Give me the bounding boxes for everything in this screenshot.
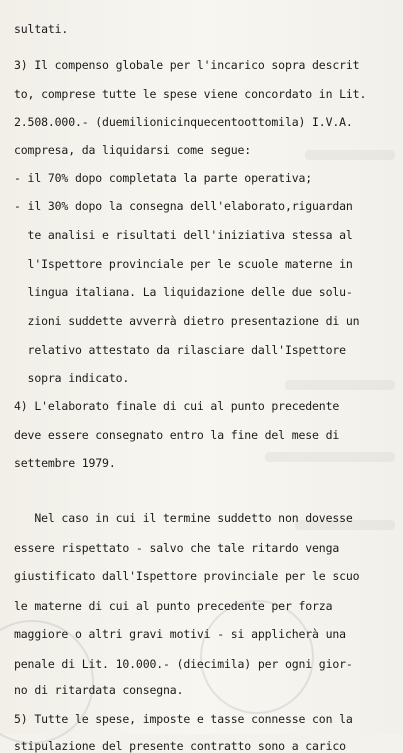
text-line: 2.508.000.- (duemilionicinquecentoottomila) I.V.A. bbox=[14, 115, 353, 129]
text-line: essere rispettato - salvo che tale ritardo venga bbox=[14, 541, 340, 555]
text-line: zioni suddette avverrà dietro presentazione di un bbox=[14, 314, 360, 328]
text-line: 5) Tutte le spese, imposte e tasse connesse con la bbox=[14, 712, 353, 726]
text-line: lingua italiana. La liquidazione delle due solu- bbox=[14, 285, 353, 299]
text-line: giustificato dall'Ispettore provinciale per le scuo bbox=[14, 569, 360, 583]
text-line: penale di Lit. 10.000.- (diecimila) per ogni gior- bbox=[14, 657, 353, 671]
text-line: Nel caso in cui il termine suddetto non dovesse bbox=[14, 511, 353, 525]
text-line: deve essere consegnato entro la fine del mese di bbox=[14, 428, 340, 442]
text-line: maggiore o altri gravi motivi - si applicherà una bbox=[14, 627, 346, 641]
text-line: to, comprese tutte le spese viene concordato in Lit. bbox=[14, 87, 367, 101]
text-line: l'Ispettore provinciale per le scuole materne in bbox=[14, 257, 353, 271]
text-line: 4) L'elaborato finale di cui al punto precedente bbox=[14, 399, 340, 413]
text-line: 3) Il compenso globale per l'incarico sopra descrit bbox=[14, 58, 360, 72]
text-line: sopra indicato. bbox=[14, 371, 130, 385]
text-line: settembre 1979. bbox=[14, 456, 116, 470]
text-line: relativo attestato da rilasciare dall'Ispettore bbox=[14, 343, 346, 357]
text-line: compresa, da liquidarsi come segue: bbox=[14, 143, 252, 157]
text-line: - il 70% dopo completata la parte operativa; bbox=[14, 171, 313, 185]
text-line: sultati. bbox=[14, 22, 69, 36]
text-line: le materne di cui al punto precedente per forza bbox=[14, 599, 333, 613]
text-line: - il 30% dopo la consegna dell'elaborato,riguardan bbox=[14, 199, 353, 213]
text-line: te analisi e risultati dell'iniziativa stessa al bbox=[14, 228, 353, 242]
text-line: stipulazione del presente contratto sono a carico bbox=[14, 739, 346, 753]
text-line: no di ritardata consegna. bbox=[14, 683, 184, 697]
